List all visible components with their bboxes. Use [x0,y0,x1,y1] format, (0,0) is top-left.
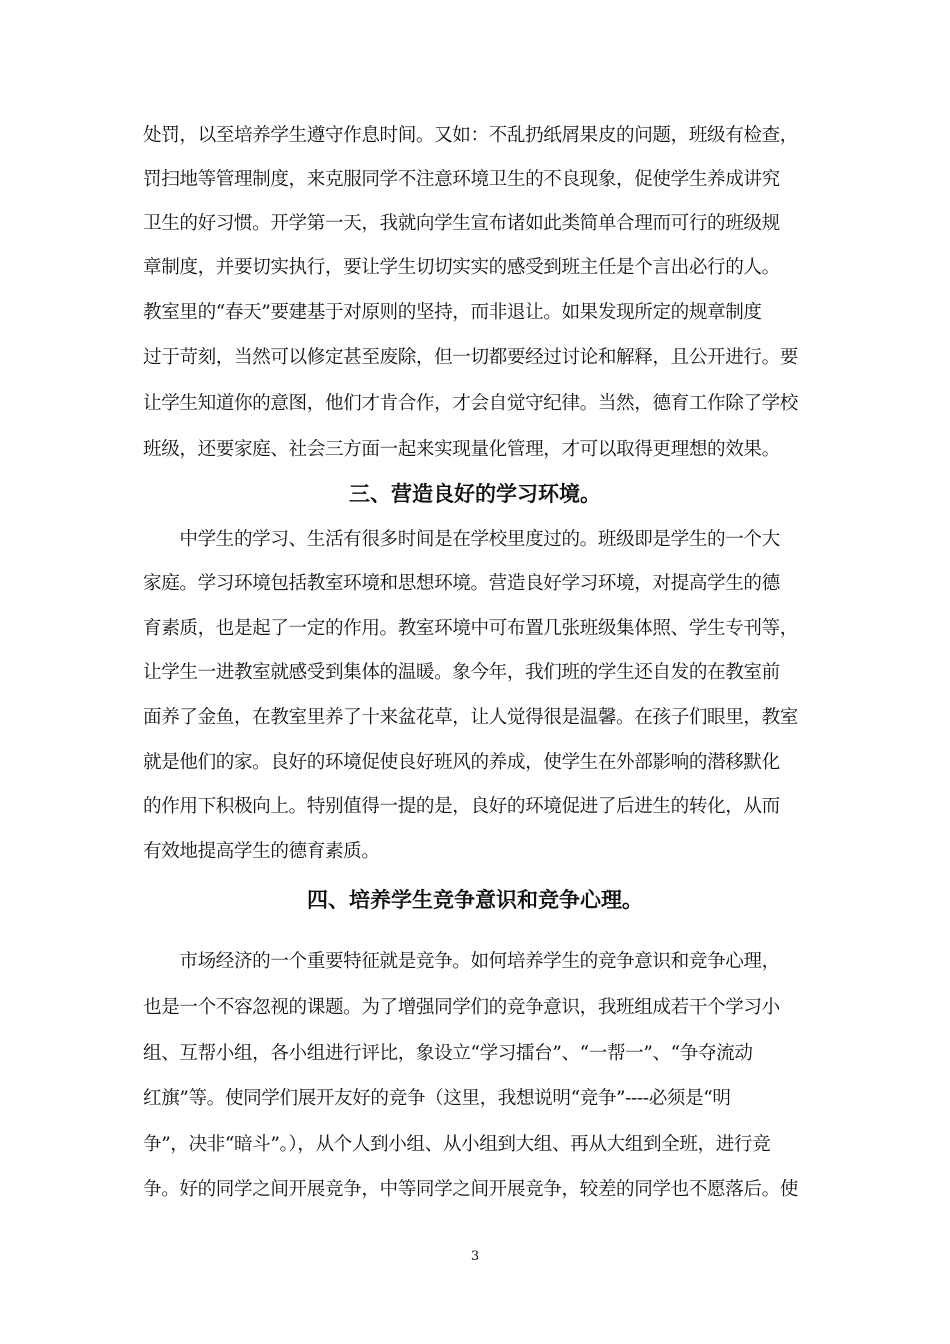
text-line: 过于苛刻，当然可以修定甚至废除，但一切都要经过讨论和解释，且公开进行。要 [143,347,798,368]
text-line: 让学生知道你的意图，他们才肯合作，才会自觉守纪律。当然，德育工作除了学校 [143,393,798,414]
text-line: 罚扫地等管理制度，来克服同学不注意环境卫生的不良现象，促使学生养成讲究 [143,169,780,190]
text-line: 教室里的“春天”要建基于对原则的坚持，而非退让。如果发现所定的规章制度 [143,302,762,323]
text-line: 章制度，并要切实执行，要让学生切切实实的感受到班主任是个言出必行的人。 [143,257,780,278]
text-line: 让学生一进教室就感受到集体的温暖。象今年，我们班的学生还自发的在教室前 [143,662,780,683]
text-line: 争”，决非“暗斗”。），从个人到小组、从小组到大组、再从大组到全班，进行竞 [143,1134,771,1155]
text-line: 班级，还要家庭、社会三方面一起来实现量化管理，才可以取得更理想的效果。 [143,439,780,460]
text-line: 争。好的同学之间开展竞争，中等同学之间开展竞争，较差的同学也不愿落后。使 [143,1179,798,1200]
text-line: 家庭。学习环境包括教室环境和思想环境。营造良好学习环境，对提高学生的德 [143,573,780,594]
section-heading-4: 四、培养学生竞争意识和竞争心理。 [307,888,643,912]
text-line: 中学生的学习、生活有很多时间是在学校里度过的。班级即是学生的一个大 [143,529,780,550]
page-number: 3 [470,1249,480,1264]
text-line: 组、互帮小组，各小组进行评比，象设立“学习擂台”、“一帮一”、“争夺流动 [143,1043,753,1064]
text-line: 卫生的好习惯。开学第一天，我就向学生宣布诸如此类简单合理而可行的班级规 [143,213,780,234]
text-line: 有效地提高学生的德育素质。 [143,841,380,862]
text-line: 就是他们的家。良好的环境促使良好班风的养成，使学生在外部影响的潜移默化 [143,752,780,773]
text-line: 市场经济的一个重要特征就是竞争。如何培养学生的竞争意识和竞争心理， [143,951,780,972]
text-line: 红旗”等。使同学们展开友好的竞争（这里，我想说明“竞争”----必须是“明 [143,1088,731,1109]
text-line: 也是一个不容忽视的课题。为了增强同学们的竞争意识，我班组成若干个学习小 [143,997,780,1018]
text-line: 的作用下积极向上。特别值得一提的是，良好的环境促进了后进生的转化，从而 [143,796,780,817]
text-line: 育素质，也是起了一定的作用。教室环境中可布置几张班级集体照、学生专刊等， [143,618,798,639]
section-heading-3: 三、营造良好的学习环境。 [349,482,601,506]
text-line: 面养了金鱼，在教室里养了十来盆花草，让人觉得很是温馨。在孩子们眼里，教室 [143,707,798,728]
text-line: 处罚，以至培养学生遵守作息时间。又如：不乱扔纸屑果皮的问题，班级有检查， [143,125,798,146]
